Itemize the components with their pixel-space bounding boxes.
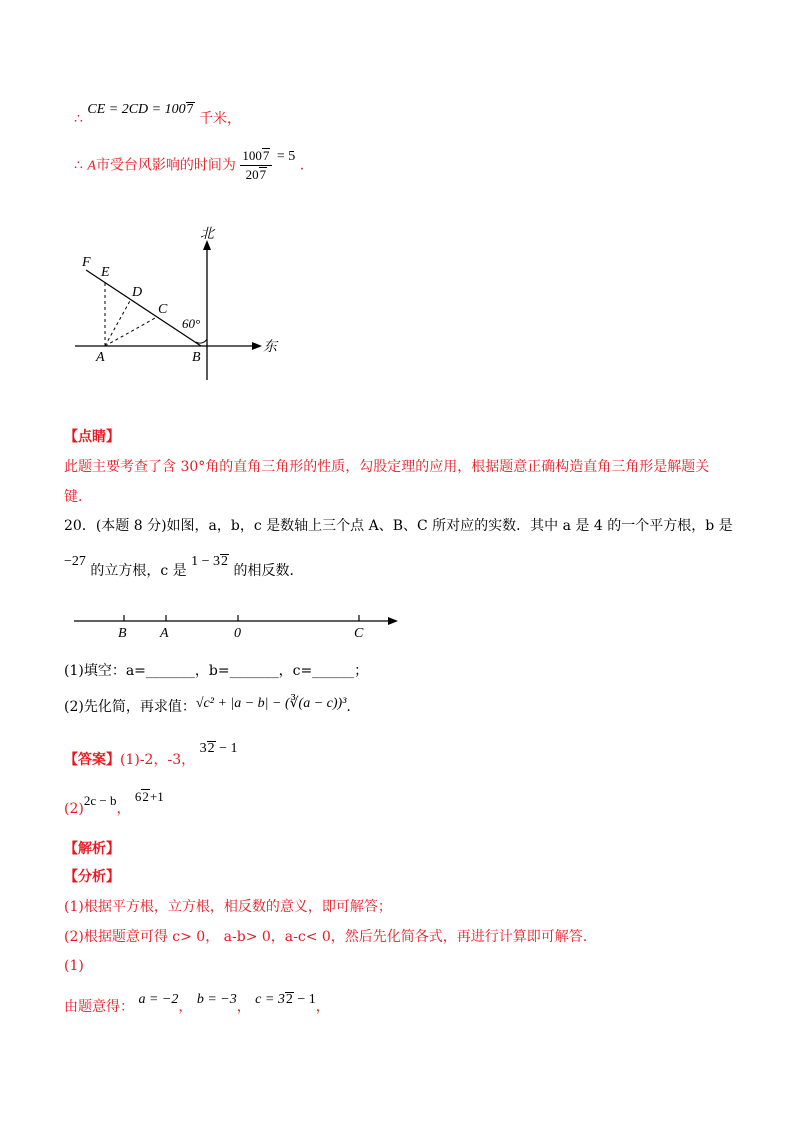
value-c: c = 32 − 1 bbox=[255, 992, 316, 1007]
answer-expression: 2c − b bbox=[83, 793, 117, 808]
analysis-line-1: (1)根据平方根，立方根，相反数的意义，即可解答； bbox=[64, 899, 392, 915]
conclusion-line: 由题意得： a = −2， b = −3， c = 32 − 1， bbox=[64, 992, 330, 1015]
east-arrow bbox=[252, 342, 262, 350]
part-1-label: (1) bbox=[64, 958, 84, 974]
city-a: A bbox=[87, 158, 96, 174]
angle-arc bbox=[196, 339, 207, 343]
time-fraction: $\frac{1007}{207}$ bbox=[240, 148, 272, 183]
value-a: a = −2 bbox=[138, 992, 179, 1007]
dianjing-tag: 【点睛】 bbox=[64, 429, 120, 445]
fenxi-tag: 【分析】 bbox=[64, 869, 120, 885]
dianjing-text-2: 键. bbox=[64, 489, 83, 505]
answer-line-1: 【答案】(1)-2，-3， 32 − 1 bbox=[64, 741, 238, 768]
analysis-line-2: (2)根据题意可得 c> 0， a-b> 0，a-c< 0，然后先化简各式，再进行计算即可解答. bbox=[64, 929, 588, 945]
answer-line-2: (2)2c − b， 62+1 bbox=[64, 789, 164, 817]
jiexi-tag: 【解析】 bbox=[64, 841, 120, 857]
point-f: F bbox=[82, 255, 91, 270]
point-e: E bbox=[101, 265, 110, 280]
label-a: A bbox=[160, 626, 169, 641]
geometry-diagram bbox=[60, 218, 300, 388]
point-a: A bbox=[96, 350, 105, 365]
therefore-symbol: ∴ bbox=[74, 157, 83, 174]
time-text: 市受台风影响的时间为 bbox=[95, 157, 236, 174]
simplify-expression: √c² + |a − b| − (∛(a − c))³ bbox=[195, 696, 347, 711]
therefore-symbol: ∴ bbox=[74, 111, 83, 127]
time-result: = 5 bbox=[276, 148, 296, 164]
unit-km: 千米， bbox=[199, 111, 242, 127]
value-b: b = −3 bbox=[196, 992, 237, 1007]
east-label: 东 bbox=[263, 340, 277, 355]
line-fb bbox=[86, 270, 201, 346]
point-d: D bbox=[132, 285, 143, 300]
answer-value: 62+1 bbox=[134, 789, 164, 804]
fill-in-prompt: (1)填空：a=_______，b=_______，c=______； bbox=[64, 663, 369, 679]
question-20-line-2: −27 的立方根，c 是 1 − 32 的相反数． bbox=[64, 554, 304, 579]
answer-tag: 【答案】 bbox=[64, 752, 120, 768]
label-c: C bbox=[354, 626, 364, 641]
number-line bbox=[60, 606, 410, 646]
answer-c-value: 32 − 1 bbox=[199, 741, 238, 756]
label-zero: 0 bbox=[234, 626, 241, 641]
dianjing-text-1: 此题主要考查了含 30°角的直角三角形的性质，勾股定理的应用，根据题意正确构造直角三角形是解题关 bbox=[64, 459, 710, 475]
label-b: B bbox=[118, 626, 127, 641]
north-label: 北 bbox=[200, 227, 214, 242]
point-c: C bbox=[158, 302, 168, 317]
therefore-line-2: ∴ A市受台风影响的时间为 $\frac{1007}{207}$ = 5 . bbox=[74, 148, 305, 182]
question-20-line-1: 20．(本题 8 分)如图，a，b，c 是数轴上三个点 A、B、C 所对应的实数．其中 a 是 4 的一个平方根，b 是 bbox=[64, 518, 733, 534]
number-line-arrow bbox=[388, 617, 398, 625]
point-b: B bbox=[192, 350, 201, 365]
therefore-line-1 bbox=[74, 102, 242, 128]
simplify-prompt: (2)先化简，再求值：√c² + |a − b| − (∛(a − c))³. bbox=[64, 696, 351, 715]
neg-27: −27 bbox=[64, 554, 86, 569]
c-expression: 1 − 32 bbox=[191, 554, 229, 569]
angle-label: 60° bbox=[182, 316, 201, 331]
ce-formula: CE = 2CD = 1007 bbox=[87, 102, 194, 117]
dashed-ac bbox=[105, 317, 157, 346]
